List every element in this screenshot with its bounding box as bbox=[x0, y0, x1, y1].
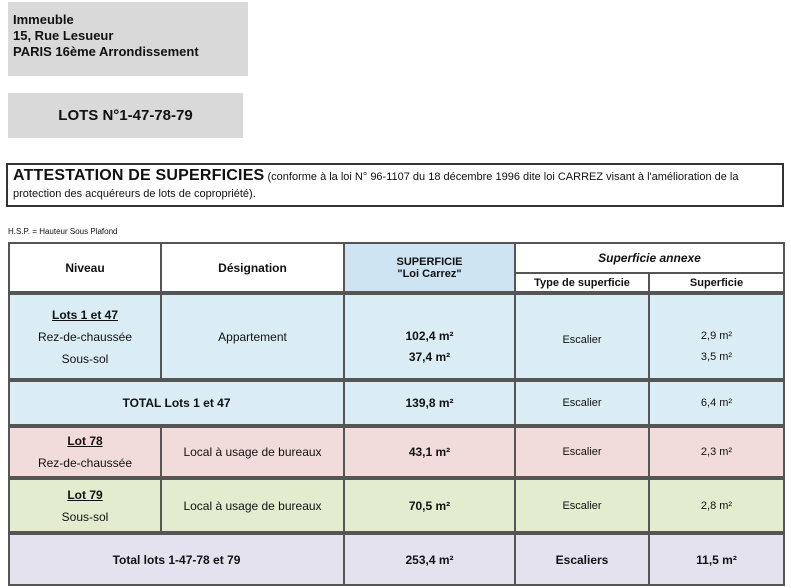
header-superficie: Superficie bbox=[648, 272, 785, 293]
header-superficie-line2: "Loi Carrez" bbox=[397, 267, 462, 280]
lot79-niveau bbox=[8, 478, 162, 533]
lot79-carrez: 70,5 m² bbox=[343, 478, 516, 533]
attestation-subtitle-2: protection des acquéreurs de lots de copropriété). bbox=[13, 188, 256, 200]
group1-niveau-b: Sous-sol bbox=[61, 351, 109, 366]
header-designation: Désignation bbox=[160, 242, 345, 293]
address-line-2: 15, Rue Lesueur bbox=[13, 28, 114, 43]
group1-carrez-a: 102,4 m² bbox=[405, 328, 454, 343]
lot79-lot-label: Lot 79 bbox=[67, 487, 103, 502]
lots-title: LOTS N°1-47-78-79 bbox=[8, 93, 243, 138]
lot78-lot-label: Lot 78 bbox=[67, 434, 103, 448]
grand-total-annexe: 11,5 m² bbox=[648, 533, 785, 586]
group1-carrez bbox=[343, 293, 516, 380]
address-line-3: PARIS 16ème Arrondissement bbox=[13, 44, 199, 59]
attestation-title: ATTESTATION DE SUPERFICIES bbox=[13, 167, 265, 184]
header-niveau: Niveau bbox=[8, 242, 162, 293]
lot78-niveau bbox=[8, 426, 162, 478]
header-superficie-carrez bbox=[343, 242, 516, 293]
group1-niveau-a: Rez-de-chaussée bbox=[37, 329, 133, 344]
lot79-type: Escalier bbox=[514, 478, 650, 533]
address-block bbox=[8, 2, 248, 76]
group1-type: Escalier bbox=[514, 293, 650, 380]
header-type-superficie: Type de superficie bbox=[514, 272, 650, 293]
total1-type: Escalier bbox=[514, 380, 650, 426]
group1-niveau bbox=[8, 293, 162, 380]
group1-designation: Appartement bbox=[160, 293, 345, 380]
lot78-carrez: 43,1 m² bbox=[343, 426, 516, 478]
hsp-note: H.S.P. = Hauteur Sous Plafond bbox=[8, 227, 118, 236]
header-superficie-line1: SUPERFICIE bbox=[396, 255, 463, 268]
grand-total-carrez: 253,4 m² bbox=[343, 533, 516, 586]
lot79-annexe: 2,8 m² bbox=[648, 478, 785, 533]
group1-annexe-b: 3,5 m² bbox=[700, 350, 733, 363]
group1-lot-label: Lots 1 et 47 bbox=[51, 307, 119, 322]
grand-total-label: Total lots 1-47-78 et 79 bbox=[8, 533, 345, 586]
group1-annexe bbox=[648, 293, 785, 380]
attestation-subtitle-1: (conforme à la loi N° 96-1107 du 18 décembre 1996 dite loi CARREZ visant à l'amélioration de la bbox=[264, 171, 739, 183]
total1-annexe: 6,4 m² bbox=[648, 380, 785, 426]
group1-carrez-b: 37,4 m² bbox=[408, 349, 451, 364]
lot79-niveau-label: Sous-sol bbox=[61, 509, 109, 524]
lot79-designation: Local à usage de bureaux bbox=[160, 478, 345, 533]
header-superficie-annexe: Superficie annexe bbox=[514, 242, 785, 274]
address-line-1: Immeuble bbox=[13, 12, 74, 27]
total1-carrez: 139,8 m² bbox=[343, 380, 516, 426]
lot78-niveau-label: Rez-de-chaussée bbox=[37, 456, 133, 470]
lot78-type: Escalier bbox=[514, 426, 650, 478]
grand-total-type: Escaliers bbox=[514, 533, 650, 586]
total1-label: TOTAL Lots 1 et 47 bbox=[8, 380, 345, 426]
group1-annexe-a: 2,9 m² bbox=[700, 329, 733, 342]
lot78-annexe: 2,3 m² bbox=[648, 426, 785, 478]
lot78-designation: Local à usage de bureaux bbox=[160, 426, 345, 478]
attestation-box bbox=[6, 163, 784, 207]
